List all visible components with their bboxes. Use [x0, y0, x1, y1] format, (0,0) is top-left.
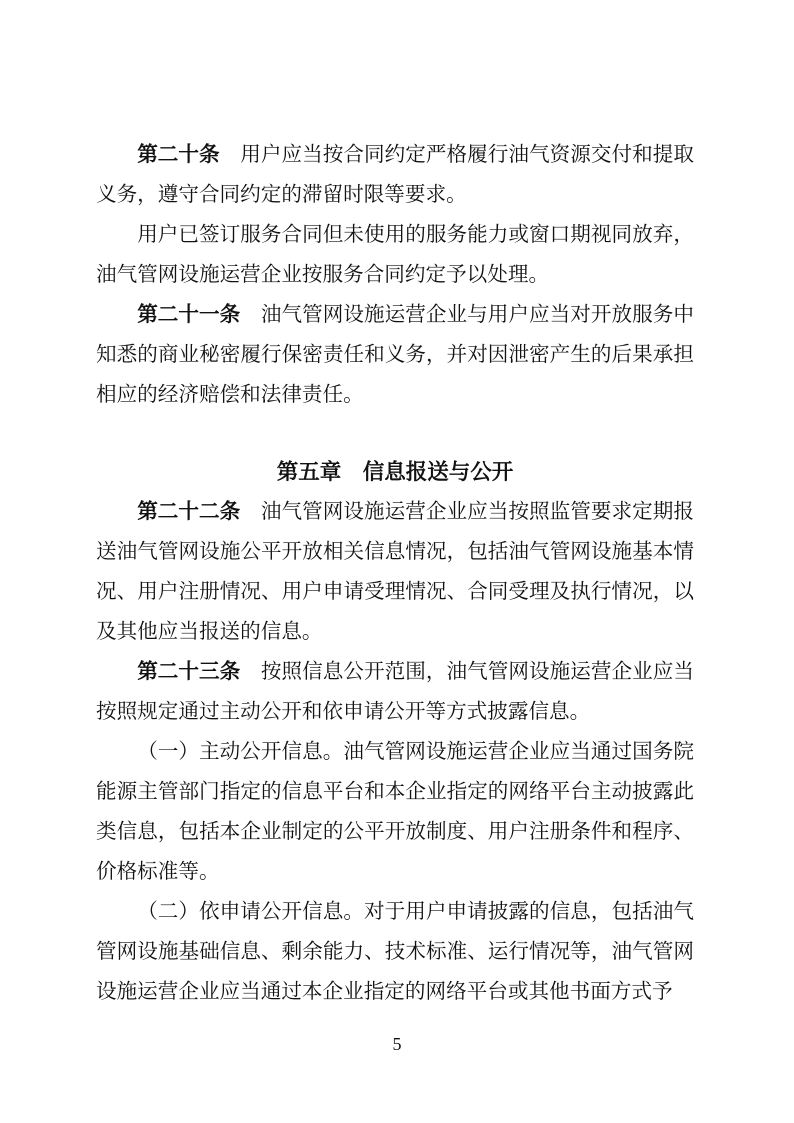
paragraph-text: 油气管网设施运营企业应当按照监管要求定期报送油气管网设施公平开放相关信息情况，包括油气管网设施基本情况、用户注册情况、用户申请受理情况、合同受理及执行情况，以及其他应当报送的信息。: [96, 501, 694, 643]
article-number-label: 第二十条: [137, 143, 220, 166]
paragraph-text: （二）依申请公开信息。对于用户申请披露的信息，包括油气管网设施基础信息、剩余能力、技术标准、运行情况等，油气管网设施运营企业应当通过本企业指定的网络平台或其他书面方式予: [96, 901, 694, 1003]
article-paragraph-20: [96, 135, 694, 215]
document-body: [96, 135, 694, 1012]
paragraph-text: 按照信息公开范围，油气管网设施运营企业应当按照规定通过主动公开和依申请公开等方式披露信息。: [96, 661, 694, 723]
article-number-label: 第二十二条: [137, 500, 241, 523]
list-item-paragraph-1: [96, 732, 694, 892]
page-footer: [0, 1030, 794, 1058]
article-paragraph-22: [96, 492, 694, 652]
article-number-label: 第二十一条: [137, 303, 241, 326]
paragraph-text: （一）主动公开信息。油气管网设施运营企业应当通过国务院能源主管部门指定的信息平台和本企业指定的网络平台主动披露此类信息，包括本企业制定的公平开放制度、用户注册条件和程序、价格标准等。: [96, 741, 694, 883]
article-paragraph-21: [96, 295, 694, 415]
paragraph-text: 用户应当按合同约定严格履行油气资源交付和提取义务，遵守合同约定的滞留时限等要求。: [96, 144, 694, 206]
list-item-paragraph-2: [96, 892, 694, 1012]
chapter-heading: 第五章 信息报送与公开: [276, 460, 514, 484]
paragraph-text: 油气管网设施运营企业与用户应当对开放服务中知悉的商业秘密履行保密责任和义务，并对因泄密产生的后果承担相应的经济赔偿和法律责任。: [96, 304, 694, 406]
paragraph-text: 用户已签订服务合同但未使用的服务能力或窗口期视同放弃，油气管网设施运营企业按服务合同约定予以处理。: [96, 224, 694, 286]
article-number-label: 第二十三条: [137, 660, 241, 683]
body-paragraph: [96, 215, 694, 295]
page-number: 5: [392, 1034, 402, 1054]
article-paragraph-23: [96, 652, 694, 732]
